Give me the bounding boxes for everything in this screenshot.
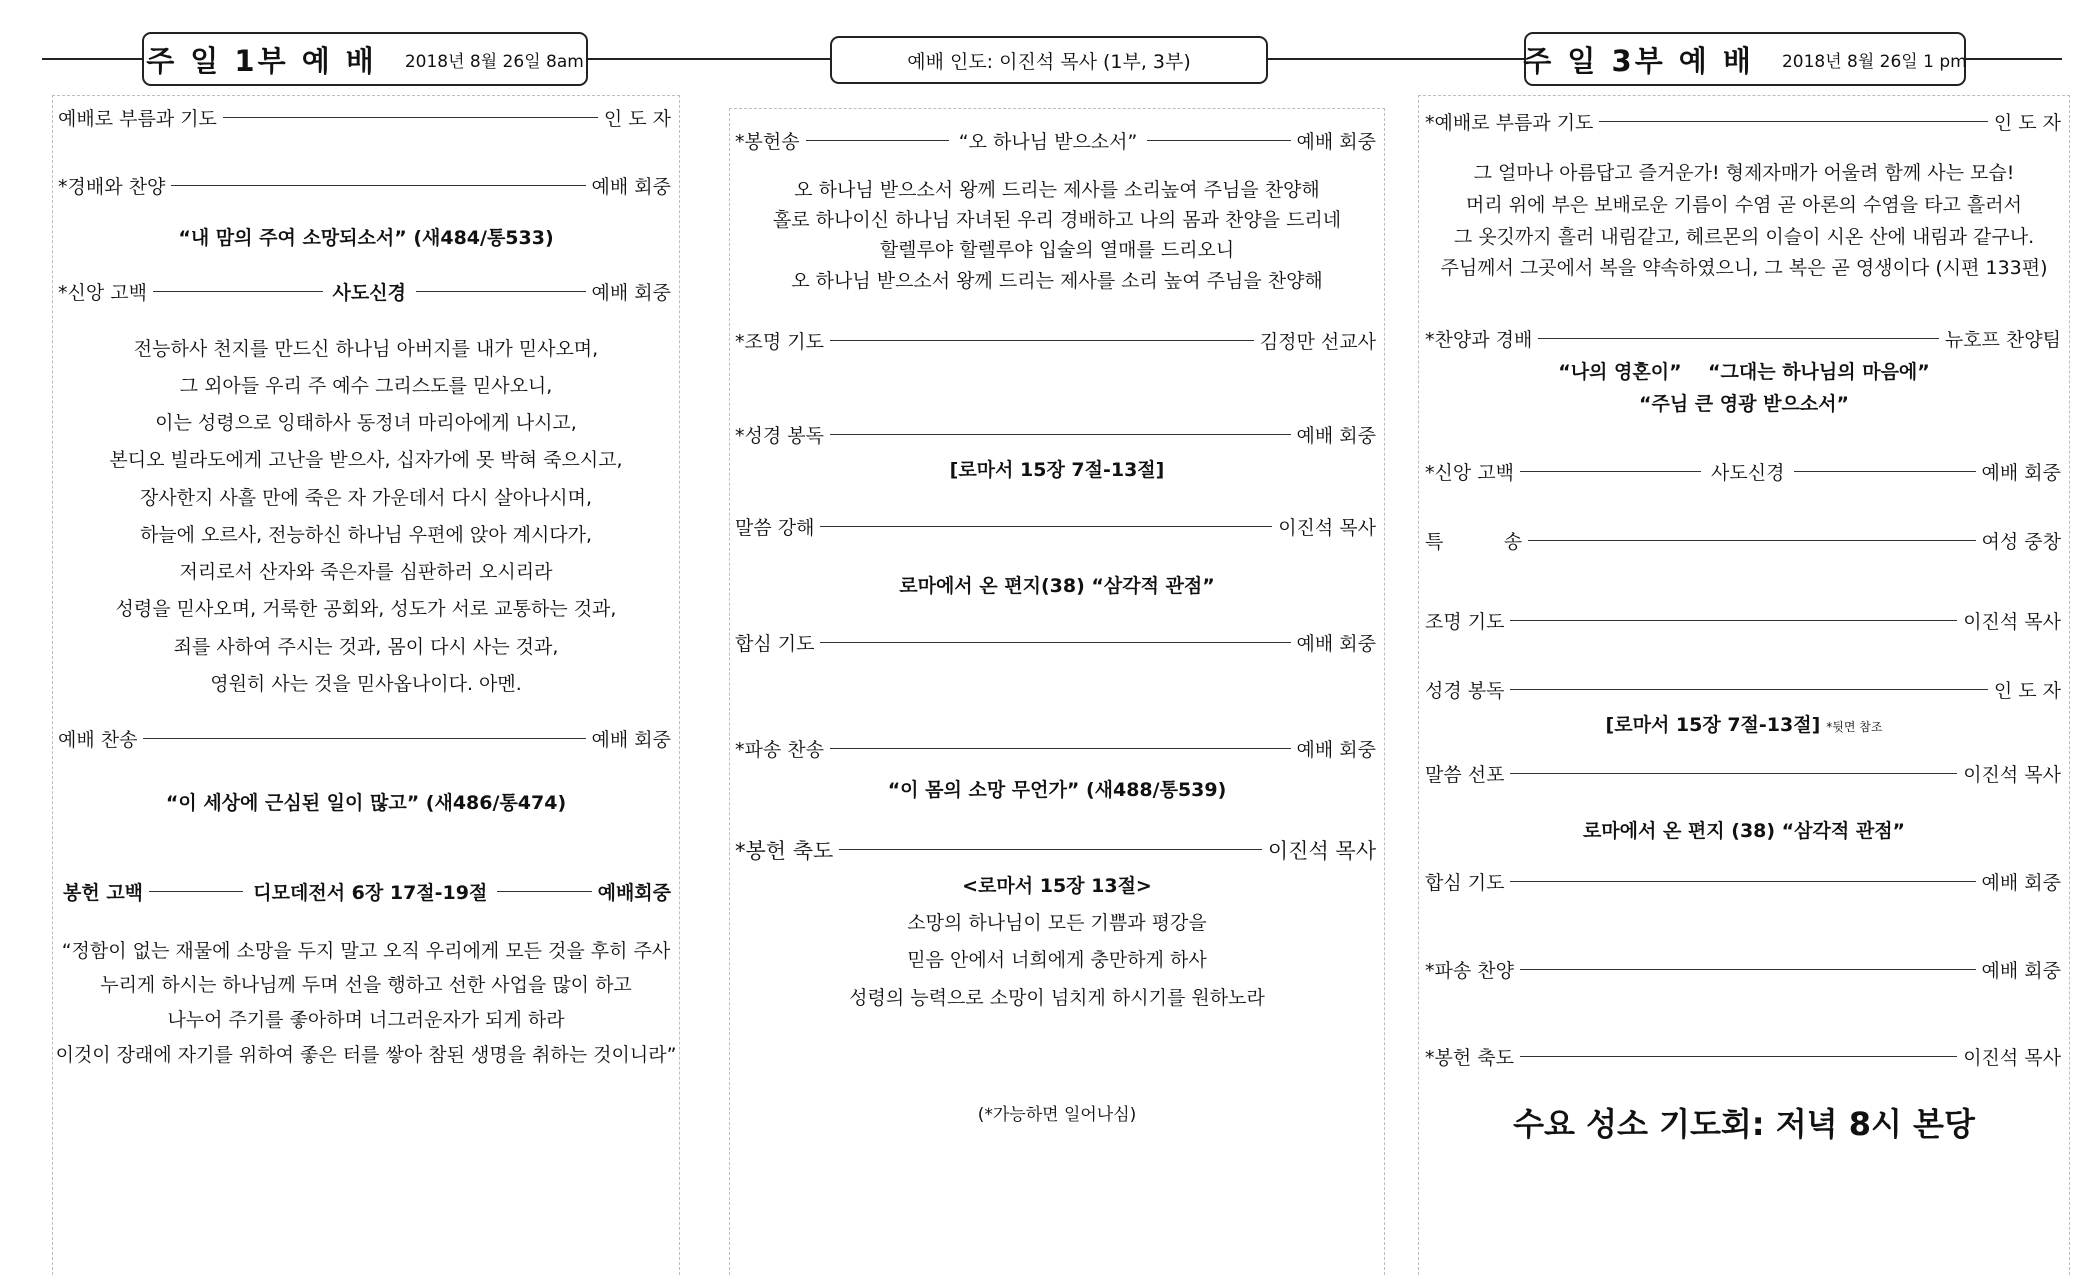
scripture-reading-row [730, 427, 1384, 446]
leader-text: 예배 인도: 이진석 목사 (1부, 3부) [907, 50, 1191, 73]
row-label: *예배로 부름과 기도 [1425, 112, 1594, 134]
offering-verse-line: 이것이 장래에 자기를 위하여 좋은 터를 쌓아 참된 생명을 취하는 것이니라” [55, 1044, 677, 1066]
scripture-reference-text: [로마서 15장 7절-13절] [1605, 714, 1821, 736]
row-label: 합심 기도 [1425, 872, 1505, 894]
row-role: 이진석 목사 [1963, 611, 2061, 633]
row-role: 이진석 목사 [1963, 764, 2061, 786]
call-verse-line: 주님께서 그곳에서 복을 약속하였으니, 그 복은 곧 영생이다 (시편 133편) [1440, 257, 2048, 279]
row-role: 예배 회중 [1296, 131, 1377, 153]
illumination-prayer-row [730, 333, 1384, 352]
creed-line: 그 외아들 우리 주 예수 그리스도를 믿사오니, [179, 375, 553, 397]
row-role: 인 도 자 [1993, 680, 2061, 702]
benediction-verse-line: 성령의 능력으로 소망이 넘치게 하시기를 원하노라 [849, 987, 1265, 1009]
dotted-leader [820, 526, 1272, 527]
benediction-verse-line: 믿음 안에서 너희에게 충만하게 하사 [907, 949, 1207, 971]
row-role: 이진석 목사 [1278, 517, 1376, 539]
row-label: *찬양과 경배 [1425, 329, 1533, 351]
first-service-header [142, 32, 588, 86]
row-label: *봉헌송 [735, 131, 800, 153]
header-rule-left [42, 58, 142, 60]
call-verse-line: 그 얼마나 아름답고 즐거운가! 형제자매가 어울려 함께 사는 모습! [1473, 162, 2015, 184]
dotted-leader [1520, 471, 1701, 472]
see-back-note: *뒷면 참조 [1826, 720, 1883, 734]
row-label: *성경 봉독 [735, 425, 824, 447]
row-role: 예배 회중 [591, 176, 671, 198]
third-service-date: 2018년 8월 26일 1 pm [1781, 51, 1967, 72]
offering-verse-line: 나누어 주기를 좋아하며 너그러운자가 되게 하라 [167, 1009, 565, 1031]
illumination-prayer-row [1419, 613, 2069, 632]
unison-prayer-row [1419, 874, 2069, 893]
dotted-leader [1510, 881, 1975, 882]
offertory-lyric-line: 오 하나님 받으소서 왕께 드리는 제사를 소리 높여 주님을 찬양해 [791, 270, 1323, 292]
offertory-row [730, 133, 1384, 152]
row-label: *파송 찬양 [1425, 960, 1514, 982]
benediction-reference: <로마서 15장 13절> [962, 875, 1152, 897]
row-role: 예배 회중 [591, 729, 671, 751]
row-role: 예배 회중 [1296, 739, 1376, 761]
leader-header [830, 36, 1268, 84]
row-middle: “오 하나님 받으소서” [958, 131, 1138, 153]
row-label: 성경 봉독 [1425, 680, 1505, 702]
third-service-title: 주 일 3부 예 배 [1523, 43, 1754, 78]
dotted-leader [1520, 969, 1976, 970]
row-middle: 디모데전서 6장 17절-19절 [253, 882, 488, 904]
row-role: 예배회중 [597, 882, 672, 904]
dotted-leader [830, 434, 1291, 435]
first-service-column [52, 95, 680, 1275]
dotted-leader [830, 748, 1291, 749]
row-role: 인 도 자 [1993, 112, 2061, 134]
row-label: 예배로 부름과 기도 [58, 108, 217, 130]
creed-line: 이는 성령으로 잉태하사 동정녀 마리아에게 나시고, [155, 412, 577, 434]
dotted-leader [497, 891, 591, 892]
creed-line: 하늘에 오르사, 전능하신 하나님 우편에 앉아 계시다가, [139, 524, 593, 546]
unison-prayer-row [730, 635, 1384, 654]
first-service-title: 주 일 1부 예 배 [146, 43, 377, 78]
call-to-worship-row [53, 110, 679, 129]
hymn-song-title: “이 세상에 근심된 일이 많고” (새486/통474) [165, 792, 567, 814]
benediction-row [730, 841, 1384, 862]
third-service-column [1418, 95, 2070, 1275]
sermon-title: 로마에서 온 편지(38) “삼각적 관점” [899, 575, 1215, 597]
third-service-header [1524, 32, 1966, 86]
dotted-leader [1599, 121, 1987, 122]
dotted-leader [830, 340, 1254, 341]
row-label: 특 송 [1425, 531, 1523, 553]
dotted-leader [143, 738, 585, 739]
dotted-leader [806, 140, 949, 141]
sermon-row [730, 519, 1384, 538]
creed-row [53, 284, 679, 303]
row-label: *파송 찬송 [735, 739, 824, 761]
dotted-leader [820, 642, 1290, 643]
offering-confession-row [53, 884, 679, 903]
creed-line: 영원히 사는 것을 믿사옵나이다. 아멘. [210, 673, 522, 695]
row-label: 합심 기도 [735, 633, 815, 655]
creed-row [1419, 464, 2069, 483]
call-verse-line: 머리 위에 부은 보배로운 기름이 수염 곧 아론의 수염을 타고 흘러서 [1466, 194, 2022, 216]
offertory-lyric-line: 할렐루야 할렐루야 입술의 열매를 드리오니 [879, 239, 1235, 261]
dotted-leader [1510, 620, 1957, 621]
benediction-row [1419, 1049, 2069, 1068]
row-role: 예배 회중 [1296, 633, 1376, 655]
row-label: *경배와 찬양 [58, 176, 166, 198]
row-label: 말씀 선포 [1425, 764, 1505, 786]
row-label: *봉헌 축도 [1425, 1047, 1514, 1069]
praise-worship-row [1419, 331, 2069, 350]
row-role: 인 도 자 [603, 108, 671, 130]
row-label: 예배 찬송 [58, 729, 138, 751]
offering-verse-line: “정함이 없는 재물에 소망을 두지 말고 오직 우리에게 모든 것을 후히 주사 [61, 940, 671, 962]
offertory-lyric-line: 홀로 하나이신 하나님 자녀된 우리 경배하고 나의 몸과 찬양을 드리네 [772, 209, 1342, 231]
creed-line: 성령을 믿사오며, 거룩한 공회와, 성도가 서로 교통하는 것과, [115, 598, 617, 620]
sending-song-title: “이 몸의 소망 무언가” (새488/통539) [887, 779, 1227, 801]
call-verse-line: 그 옷깃까지 흘러 내림같고, 헤르몬의 이슬이 시온 산에 내림과 같구나. [1453, 226, 2035, 248]
creed-line: 죄를 사하여 주시는 것과, 몸이 다시 사는 것과, [173, 636, 559, 658]
benediction-verse-line: 소망의 하나님이 모든 기쁨과 평강을 [907, 912, 1207, 934]
row-label: *조명 기도 [735, 331, 824, 353]
dotted-leader [1528, 540, 1975, 541]
scripture-reference: [로마서 15장 7절-13절] [949, 459, 1165, 481]
row-middle: 사도신경 [1711, 462, 1785, 484]
row-role: 예배 회중 [591, 282, 672, 304]
dotted-leader [1520, 1056, 1957, 1057]
header-rule-right [1966, 58, 2062, 60]
dotted-leader [223, 117, 598, 118]
dotted-leader [1147, 140, 1290, 141]
row-middle: 사도신경 [332, 282, 406, 304]
row-role: 예배 회중 [1296, 425, 1376, 447]
offering-verse-line: 누리게 하시는 하나님께 두며 선을 행하고 선한 사업을 많이 하고 [100, 974, 632, 996]
praise-song-title: “내 맘의 주여 소망되소서” (새484/통533) [178, 227, 554, 249]
row-role: 뉴호프 찬양팀 [1944, 329, 2061, 351]
scripture-reference [1419, 716, 2069, 735]
scripture-reading-row [1419, 682, 2069, 701]
creed-line: 전능하사 천지를 만드신 하나님 아버지를 내가 믿사오며, [133, 338, 599, 360]
creed-line: 본디오 빌라도에게 고난을 받으사, 십자가에 못 박혀 죽으시고, [109, 449, 623, 471]
row-label: 조명 기도 [1425, 611, 1505, 633]
standing-footnote: (*가능하면 일어나심) [977, 1105, 1137, 1125]
row-role: 예배 회중 [1981, 462, 2062, 484]
special-music-row [1419, 533, 2069, 552]
sending-praise-row [1419, 962, 2069, 981]
dotted-leader [171, 185, 585, 186]
header-rule-mid-left [588, 58, 830, 60]
dotted-leader [1510, 689, 1987, 690]
sending-hymn-row [730, 741, 1384, 760]
row-role: 예배 회중 [1981, 872, 2061, 894]
first-service-date: 2018년 8월 26일 8am [404, 51, 584, 72]
praise-song-line: “주님 큰 영광 받으소서” [1638, 393, 1849, 415]
row-role: 이진석 목사 [1267, 839, 1376, 863]
praise-row [53, 178, 679, 197]
creed-line: 장사한지 사흘 만에 죽은 자 가운데서 다시 살아나시며, [139, 487, 593, 509]
row-label: *신앙 고백 [1425, 462, 1514, 484]
sermon-row [1419, 766, 2069, 785]
call-to-worship-row [1419, 114, 2069, 133]
dotted-leader [149, 891, 243, 892]
creed-line: 저리로서 산자와 죽은자를 심판하러 오시리라 [179, 561, 553, 583]
row-label: *신앙 고백 [58, 282, 147, 304]
header-rule-mid-right [1268, 58, 1524, 60]
hymn-row [53, 731, 679, 750]
dotted-leader [1794, 471, 1975, 472]
row-role: 김정만 선교사 [1259, 331, 1376, 353]
middle-column [729, 108, 1385, 1275]
dotted-leader [1538, 338, 1939, 339]
dotted-leader [839, 849, 1262, 850]
row-label: 말씀 강해 [735, 517, 815, 539]
praise-songs-line: “나의 영혼이” “그대는 하나님의 마음에” [1558, 361, 1930, 383]
row-role: 이진석 목사 [1963, 1047, 2061, 1069]
dotted-leader [1510, 773, 1957, 774]
dotted-leader [153, 291, 323, 292]
row-label: 봉헌 고백 [63, 882, 144, 904]
row-role: 예배 회중 [1981, 960, 2061, 982]
wednesday-prayer-announcement: 수요 성소 기도회: 저녁 8시 본당 [1513, 1105, 1975, 1143]
row-label: *봉헌 축도 [735, 839, 834, 863]
dotted-leader [416, 291, 586, 292]
sermon-title: 로마에서 온 편지 (38) “삼각적 관점” [1582, 820, 1906, 842]
row-role: 여성 중창 [1981, 531, 2061, 553]
offertory-lyric-line: 오 하나님 받으소서 왕께 드리는 제사를 소리높여 주님을 찬양해 [794, 179, 1320, 201]
